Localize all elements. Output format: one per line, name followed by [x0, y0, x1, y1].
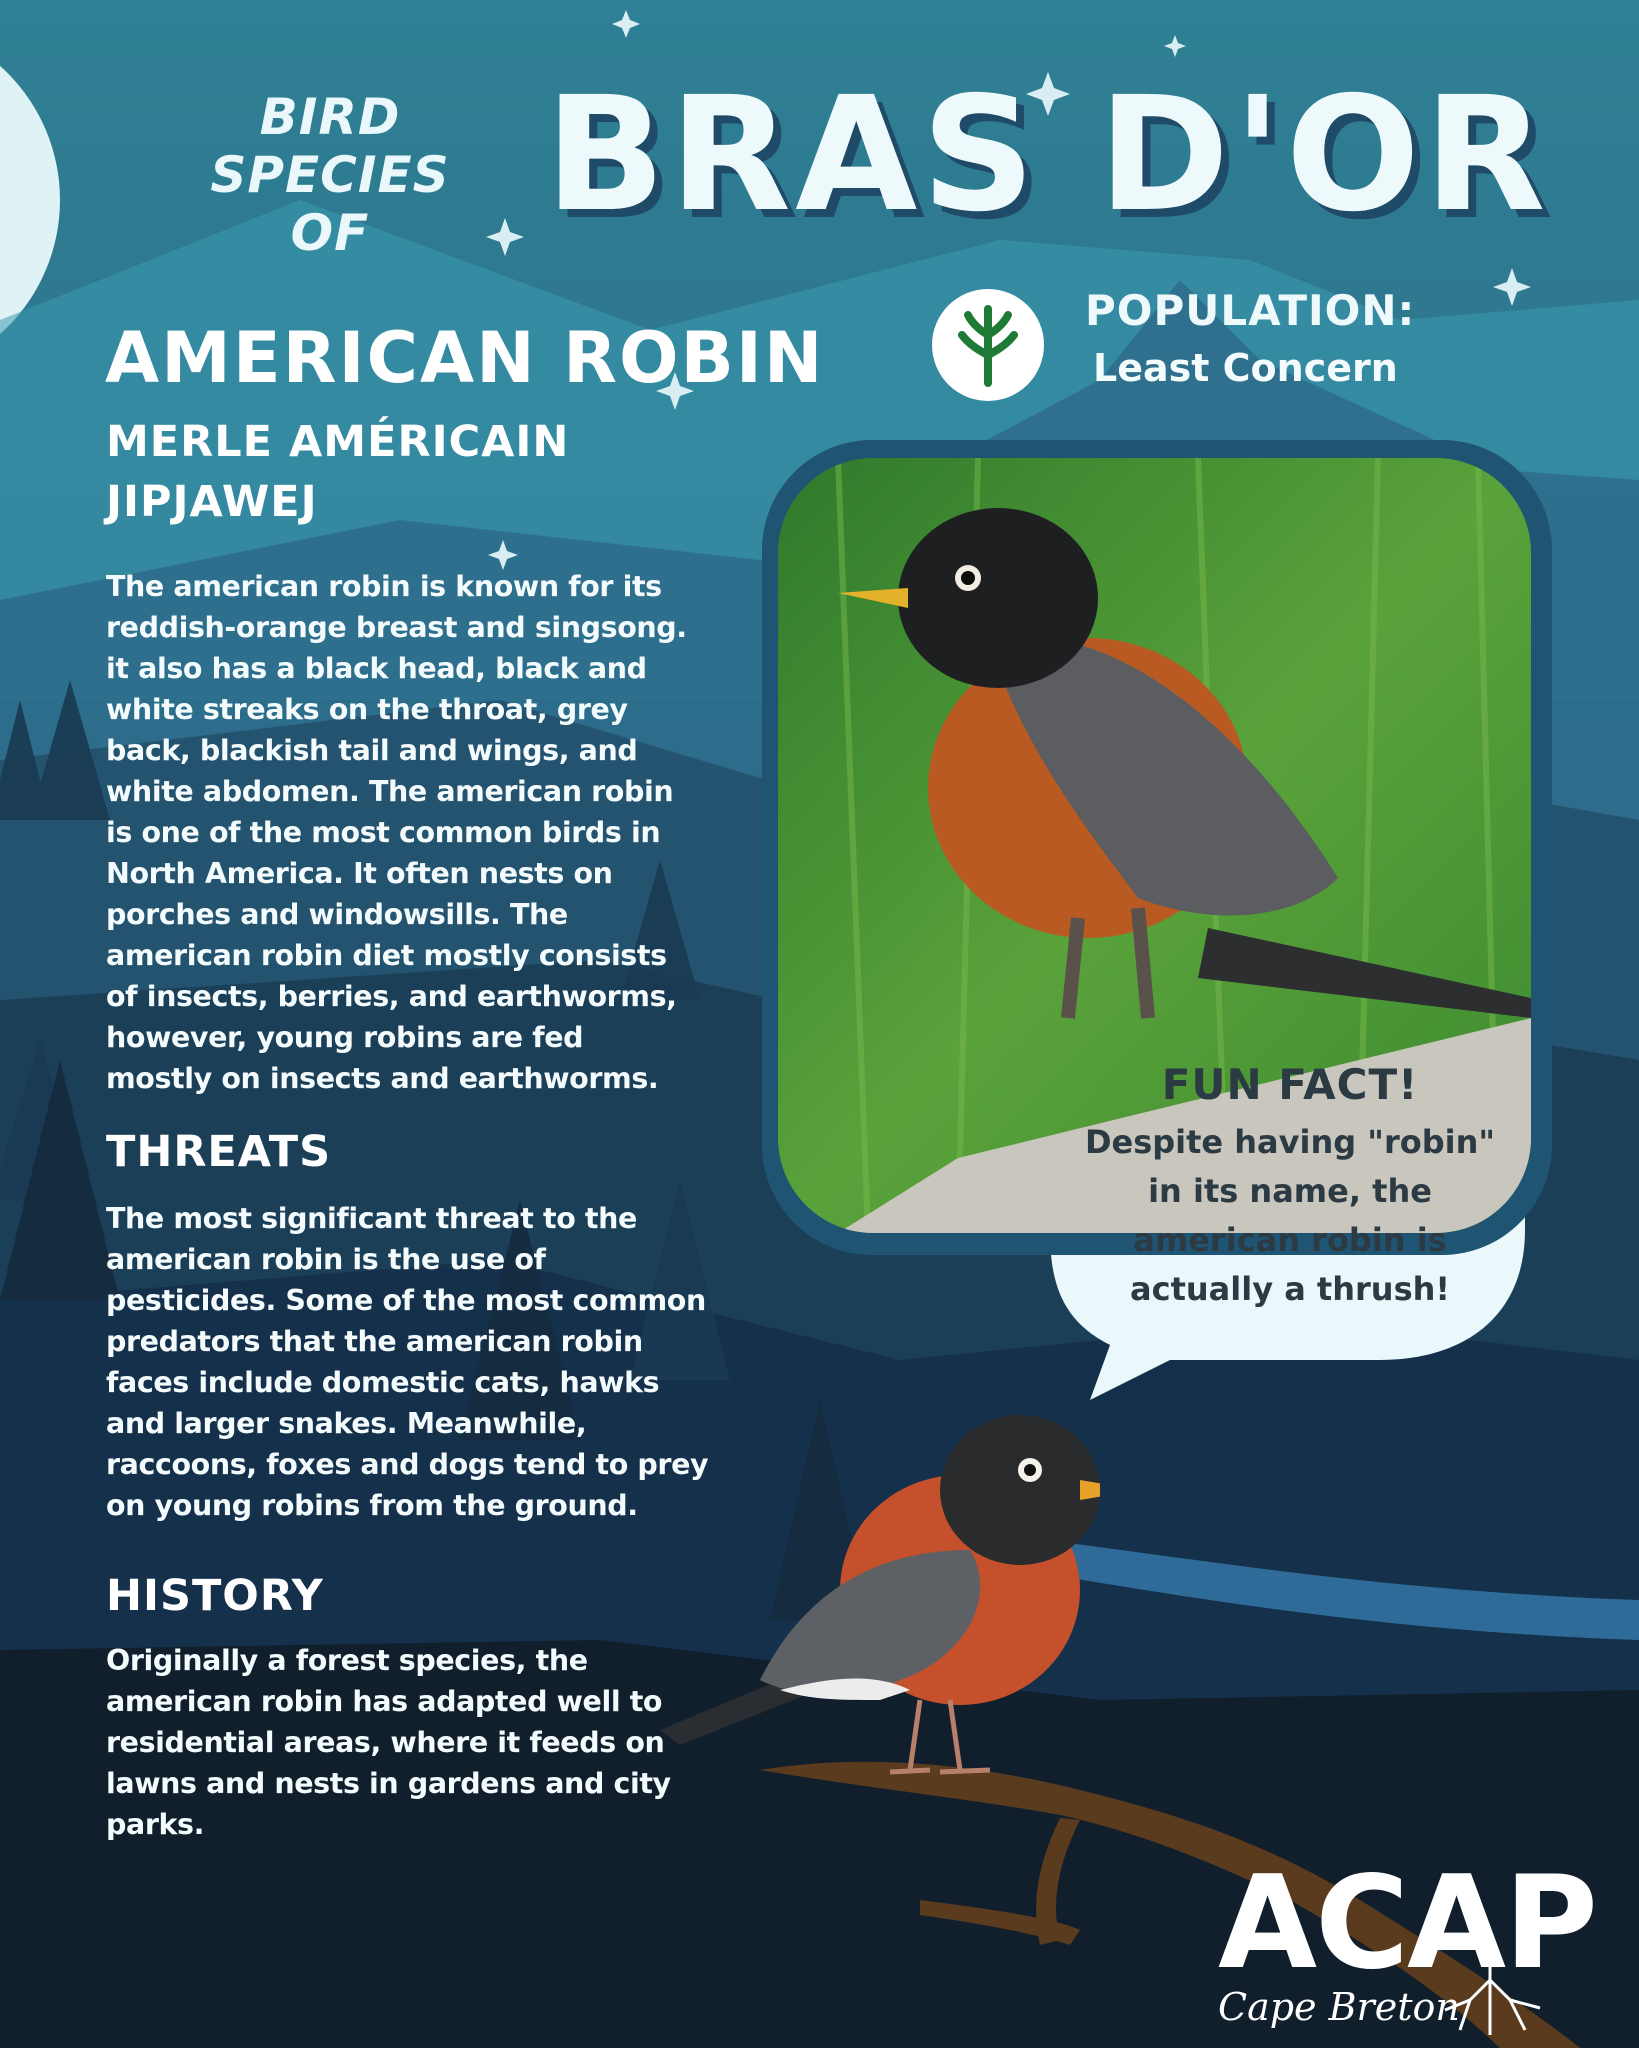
sprout-icon	[932, 289, 1044, 401]
threats-heading: THREATS	[106, 1127, 332, 1177]
header-subtitle	[170, 88, 490, 262]
species-name-english: AMERICAN ROBIN	[105, 317, 825, 399]
fun-fact-text: Despite having "robin" in its name, the american robin is actually a thrush!	[1084, 1123, 1496, 1308]
logo-acap: ACAP	[1218, 1849, 1596, 1998]
header-line1: BIRD	[259, 88, 401, 146]
species-name-mikmaq: JIPJAWEJ	[106, 477, 318, 527]
species-description: The american robin is known for its reddish-orange breast and singsong. it also has a black head, black and white streaks on the throat, grey back, blackish tail and wings, and white abdomen. The american robin is one of the most common birds in North America. It often nests on porches and windowsills. The american robin diet mostly consists of insects, berries, and earthworms, however, young robins are fed mostly on insects and earthworms.	[106, 570, 687, 1095]
history-heading: HISTORY	[106, 1571, 324, 1621]
robin-photo	[778, 458, 1531, 1233]
roots-icon	[1430, 1950, 1550, 2040]
population-label: POPULATION:	[1085, 286, 1416, 335]
robin-illustration	[640, 1400, 1100, 1780]
fun-fact-heading: FUN FACT!	[1161, 1060, 1419, 1109]
history-text: Originally a forest species, the american robin has adapted well to residential areas, where it feeds on lawns and nests in gardens and city parks.	[106, 1644, 671, 1841]
population-status: Least Concern	[1093, 346, 1398, 390]
robin-photo-illustration	[778, 458, 1531, 1233]
header-line2: SPECIES OF	[210, 146, 450, 262]
species-name-french: MERLE AMÉRICAIN	[106, 417, 570, 467]
threats-text: The most significant threat to the american robin is the use of pesticides. Some of the most common predators that the american robin faces include domestic cats, hawks and larger snakes. Meanwhile, raccoons, foxes and dogs tend to prey on young robins from the ground.	[106, 1202, 709, 1522]
logo-cape-breton: Cape Breton	[1218, 1985, 1460, 2029]
population-badge	[932, 289, 1044, 401]
header-title: BRAS D'OR	[545, 63, 1550, 247]
